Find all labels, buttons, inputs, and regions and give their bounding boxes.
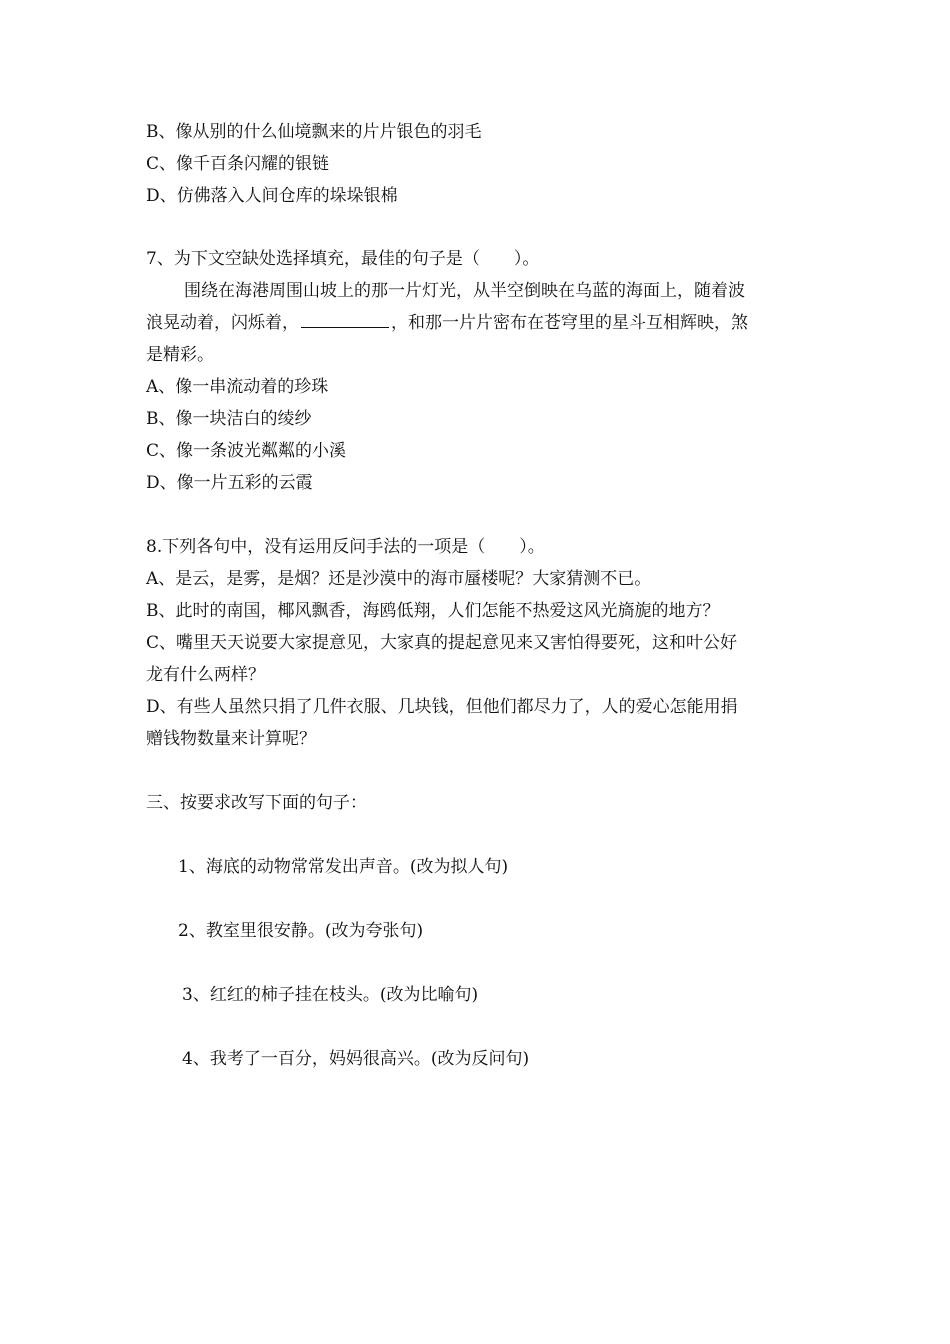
q7-passage-after-blank: ，和那一片片密布在苍穹里的星斗互相辉映，煞 bbox=[391, 313, 748, 333]
q7-passage-before-blank: 浪晃动着，闪烁着， bbox=[146, 313, 299, 333]
section-3-item-1: 1、海底的动物常常发出声音。(改为拟人句) bbox=[178, 857, 509, 877]
q8-option-c-line-1: C、嘴里天天说要大家提意见，大家真的提起意见来又害怕得要死，这和叶公好 bbox=[146, 633, 738, 653]
q8-option-d-line-1: D、有些人虽然只捐了几件衣服、几块钱，但他们都尽力了，人的爱心怎能用捐 bbox=[146, 697, 738, 717]
q6-option-d: D、仿佛落入人间仓库的垛垛银棉 bbox=[146, 186, 398, 206]
q8-option-a: A、是云，是雾，是烟？还是沙漠中的海市蜃楼呢？大家猜测不已。 bbox=[146, 569, 652, 589]
section-3-title: 三、按要求改写下面的句子： bbox=[146, 793, 367, 813]
q8-option-d-line-2: 赠钱物数量来计算呢？ bbox=[146, 729, 316, 749]
section-3-item-4: 4、我考了一百分，妈妈很高兴。(改为反问句) bbox=[182, 1049, 530, 1069]
q7-option-c: C、像一条波光粼粼的小溪 bbox=[146, 441, 347, 461]
section-3-item-3: 3、红红的柿子挂在枝头。(改为比喻句) bbox=[182, 985, 479, 1005]
q7-stem: 7、为下文空缺处选择填充，最佳的句子是（ ）。 bbox=[146, 249, 540, 269]
q7-option-b: B、像一块洁白的绫纱 bbox=[146, 409, 312, 429]
q8-stem: 8.下列各句中，没有运用反问手法的一项是（ ）。 bbox=[146, 537, 545, 557]
q6-option-c: C、像千百条闪耀的银链 bbox=[146, 154, 330, 174]
q8-option-b: B、此时的南国，椰风飘香，海鸥低翔，人们怎能不热爱这风光旖旎的地方？ bbox=[146, 601, 720, 621]
q8-option-c-line-2: 龙有什么两样？ bbox=[146, 665, 265, 685]
q7-passage-line-3: 是精彩。 bbox=[146, 345, 214, 365]
section-3-item-2: 2、教室里很安静。(改为夸张句) bbox=[178, 921, 424, 941]
q7-passage-line-1: 围绕在海港周围山坡上的那一片灯光，从半空倒映在乌蓝的海面上，随着波 bbox=[184, 281, 745, 301]
q7-passage-line-2 bbox=[146, 312, 748, 334]
q6-option-b: B、像从别的什么仙境飘来的片片银色的羽毛 bbox=[146, 122, 482, 142]
fill-blank bbox=[301, 313, 389, 328]
q7-option-d: D、像一片五彩的云霞 bbox=[146, 473, 313, 493]
q7-option-a: A、像一串流动着的珍珠 bbox=[146, 377, 329, 397]
